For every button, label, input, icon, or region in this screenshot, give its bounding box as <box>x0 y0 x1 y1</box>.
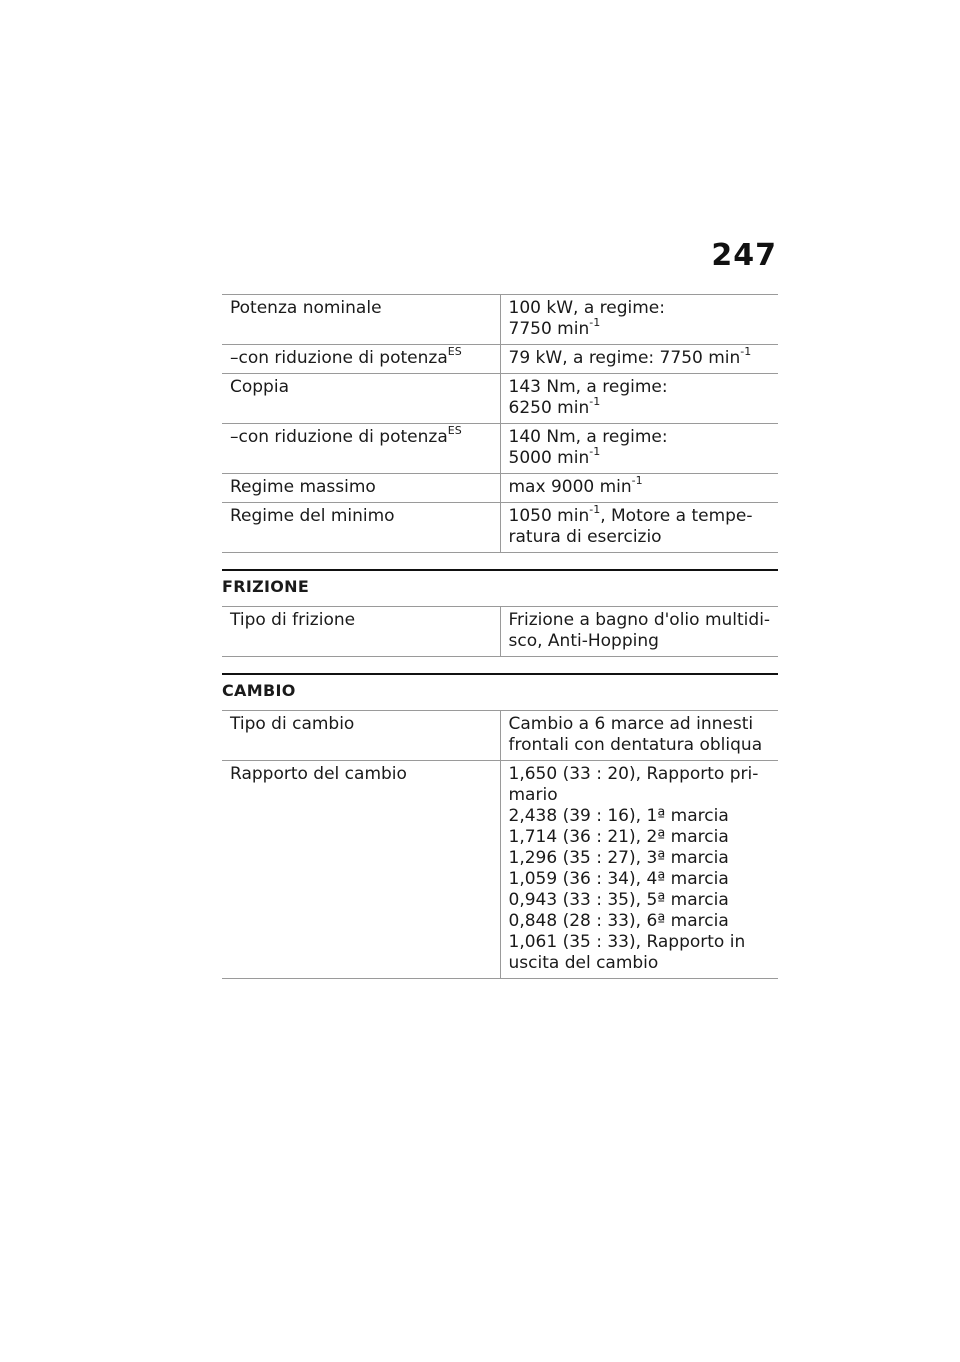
table-row <box>222 503 778 553</box>
spec-value: 140 Nm, a regime: 5000 $\min^{-1}$ <box>500 424 778 474</box>
spec-value: max 9000 $\min^{-1}$ <box>500 474 778 503</box>
table-row <box>222 424 778 474</box>
spec-label: Rapporto del cambio <box>222 761 500 979</box>
engine-spec-table <box>222 294 778 553</box>
table-row <box>222 711 778 761</box>
spec-label: Regime massimo <box>222 474 500 503</box>
table-row <box>222 345 778 374</box>
page-number: 247 <box>711 238 777 273</box>
table-row <box>222 761 778 979</box>
table-row <box>222 607 778 657</box>
spec-value: 1,650 (33 : 20), Rapporto pri- mario 2,438 (39 : 16), 1ª marcia 1,714 (36 : 21), 2ª marcia 1,296 (35 : 27), 3ª marcia 1,059 (36 : 34), 4ª marcia 0,943 (33 : 35), 5ª marcia 0,848 (28 : 33), 6ª marcia 1,061 (35 : 33), Rapporto in uscita del cambio <box>500 761 778 979</box>
spec-value: 79 kW, a regime: 7750 $\min^{-1}$ <box>500 345 778 374</box>
spec-label: Tipo di cambio <box>222 711 500 761</box>
spec-value: Cambio a 6 marce ad innesti frontali con dentatura obliqua <box>500 711 778 761</box>
spec-content <box>222 294 778 979</box>
table-row <box>222 374 778 424</box>
gearbox-spec-table <box>222 711 778 979</box>
spec-label: Tipo di frizione <box>222 607 500 657</box>
spec-label: Potenza nominale <box>222 295 500 345</box>
table-row <box>222 474 778 503</box>
spec-label: Regime del minimo <box>222 503 500 553</box>
clutch-spec-table <box>222 607 778 657</box>
spec-value: 1050 $\min^{-1}$, Motore a tempe- ratura di esercizio <box>500 503 778 553</box>
spec-value: Frizione a bagno d'olio multidi- sco, Anti-Hopping <box>500 607 778 657</box>
spec-label: Coppia <box>222 374 500 424</box>
spec-label: –con riduzione di potenza$^{ES}$ <box>222 424 500 474</box>
section-heading-gearbox: CAMBIO <box>222 673 778 711</box>
spec-value: 100 kW, a regime: 7750 $\min^{-1}$ <box>500 295 778 345</box>
spec-value: 143 Nm, a regime: 6250 $\min^{-1}$ <box>500 374 778 424</box>
spec-label: –con riduzione di potenza$^{ES}$ <box>222 345 500 374</box>
table-row <box>222 295 778 345</box>
section-heading-clutch: FRIZIONE <box>222 569 778 607</box>
